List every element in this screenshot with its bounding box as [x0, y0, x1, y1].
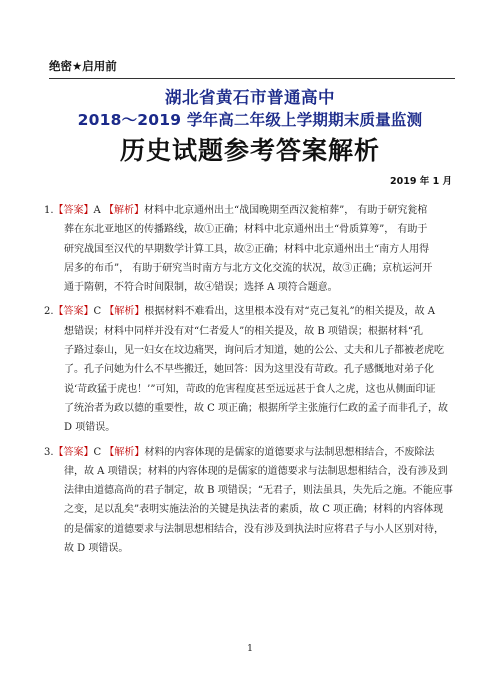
analysis-line: 律，故 A 项错误；材料的内容体现的是儒家的道德要求与法制思想相结合，没有涉及到: [64, 465, 448, 477]
page-title: 历史试题参考答案解析: [119, 136, 380, 165]
analysis-tag: 【解析】: [103, 205, 144, 216]
analysis-line: 了。孔子问她为什么不早些搬迁，她回答：因为这里没有苛政。孔子感慨地对弟子化: [64, 364, 434, 376]
analysis-line: 故 D 项错误。: [64, 543, 129, 555]
exam-name: 2018～2019 学年高二年级上学期期末质量监测: [77, 111, 423, 129]
answer-tag: 【答案】: [53, 306, 94, 318]
question-number: 2.: [44, 306, 54, 318]
page-number: 1: [246, 643, 254, 654]
answer-choice: A: [93, 205, 101, 216]
question-number: 3.: [44, 446, 54, 458]
answer-first-line: [44, 443, 458, 462]
analysis-line: 法律由道德高尚的君子制定，故 B 项错误；“无君子，则法虽具，失先后之施。不能应事: [64, 485, 453, 497]
answer-item: [44, 443, 458, 559]
school-name: 湖北省黄石市普通高中: [165, 88, 335, 107]
analysis-line: 说‘苛政猛于虎也！’”可知，苛政的危害程度甚至远远甚于食人之虎，这也从侧面印证: [64, 383, 436, 395]
analysis-line: 了统治者为政以德的重要性，故 C 项正确；根据所学主张施行仁政的孟子而非孔子，故: [64, 402, 449, 414]
analysis-line: D 项错误。: [64, 422, 116, 434]
answer-first-line: [44, 201, 458, 220]
analysis-line: 居多的布币”， 有助于研究当时南方与北方文化交流的状况，故③正确；京杭运河开: [64, 262, 433, 274]
answer-first-line: [44, 302, 458, 321]
analysis-line: 葬在东北亚地区的传播路线，故①正确；材料中北京通州出土“骨质算筹”， 有助于: [64, 224, 428, 236]
analysis-line: 研究战国至汉代的早期数学计算工具，故②正确；材料中北京通州出土“南方人用得: [64, 243, 430, 255]
answer-list: [44, 201, 458, 563]
header-rule: [49, 78, 455, 79]
analysis-text: 根据材料不难看出，这里根本没有对“克己复礼”的相关提及，故 A: [144, 306, 436, 318]
answer-choice: C: [93, 446, 102, 458]
answer-tag: 【答案】: [53, 205, 94, 216]
analysis-line: 通于隋朝，不符合时间限制，故④错误；选择 A 项符合题意。: [64, 282, 338, 294]
analysis-line: 想错误；材料中同样并没有对“仁者爱人”的相关提及，故 B 项错误；根据材料“孔: [64, 325, 424, 337]
question-number: 1.: [44, 205, 54, 216]
exam-date: 2019 年 1 月: [390, 176, 452, 187]
analysis-line: 子路过泰山，见一妇女在坟边痛哭，询问后才知道，她的公公、丈夫和儿子都被老虎吃: [64, 345, 444, 357]
analysis-tag: 【解析】: [104, 446, 145, 458]
answer-choice: C: [93, 306, 102, 318]
analysis-line: 之变，足以乱矣”表明实施法治的关键是执法者的素质，故 C 项正确；材料的内容体现: [64, 504, 444, 516]
analysis-text: 材料中北京通州出土“战国晚期至西汉瓮棺葬”， 有助于研究瓮棺: [143, 205, 428, 216]
answer-item: [44, 201, 458, 297]
analysis-line: 的是儒家的道德要求与法制思想相结合，没有涉及到执法时应将君子与小人区别对待，: [64, 523, 444, 535]
analysis-text: 材料的内容体现的是儒家的道德要求与法制思想相结合，不废除法: [144, 446, 435, 458]
confidential-label: 绝密★启用前: [49, 59, 117, 73]
analysis-tag: 【解析】: [104, 306, 145, 318]
answer-tag: 【答案】: [53, 446, 94, 458]
answer-item: [44, 302, 458, 437]
